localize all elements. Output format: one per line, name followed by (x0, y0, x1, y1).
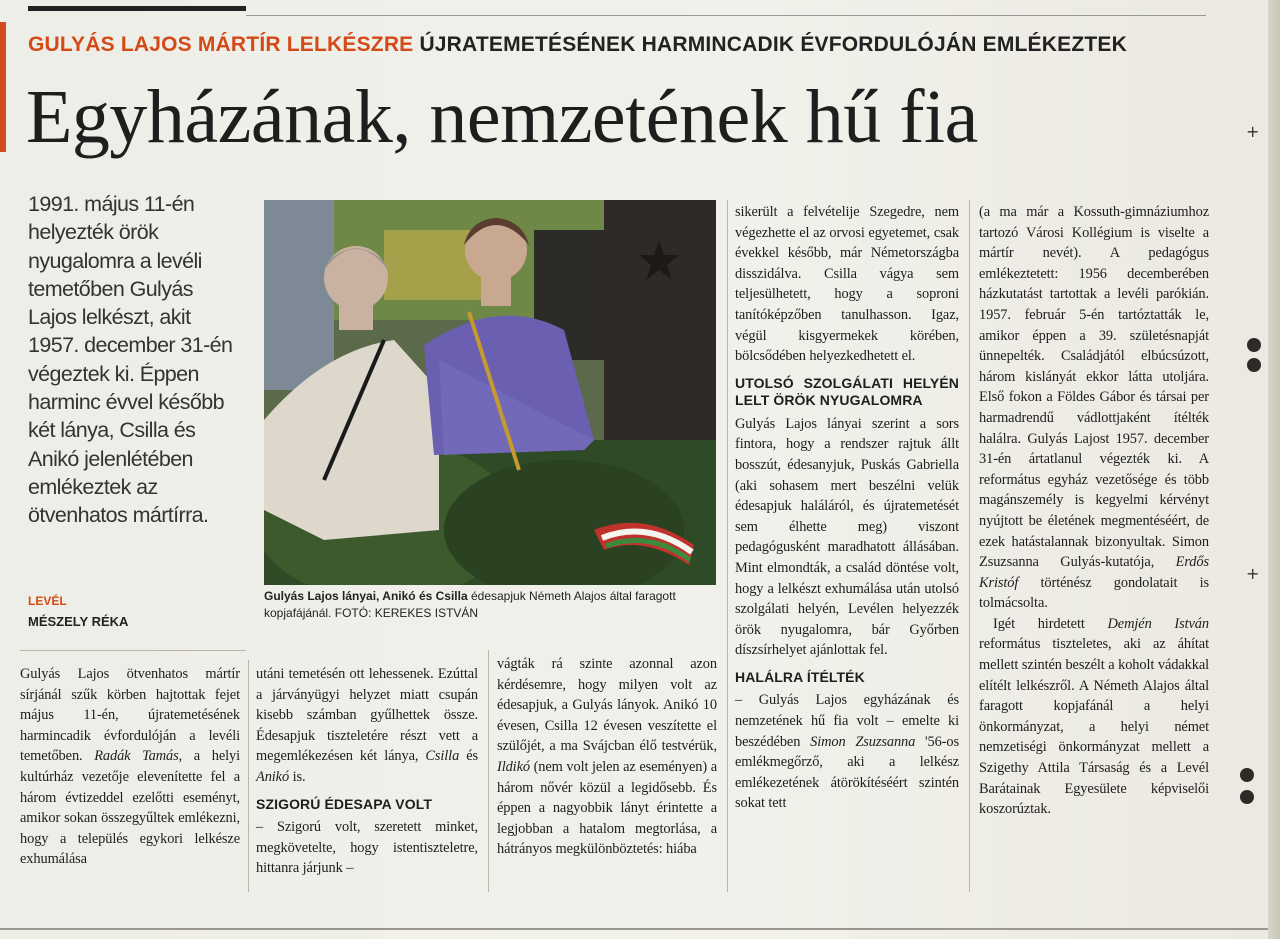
text-run: '56-os emlékmegőrző, aki a lelkész emlékezetének átörökítéséért szintén sokat tett (735, 733, 959, 812)
photo-caption (264, 588, 724, 621)
body-column-4 (735, 202, 959, 814)
page-mark-dot (1240, 768, 1254, 782)
paragraph: sikerült a felvételije Szegedre, nem végezhette el az orvosi egyetemet, csak évekkel később, már Németországba disszidálva. Csilla vágya sem teljesülhetett, hogy a soproni tanítóképzőben tanulhasson. Igaz, végül kisgyermekek körében, bölcsődében helyezkedhetett el. (735, 204, 959, 365)
lead-text: 1991. május 11-én helyezték örök nyugalomra a levéli temetőben Gulyás Lajos lelkészt, akit 1957. december 31-én végeztek ki. Éppen harminc évvel később két lánya, Csilla és Anikó jelenlétében emlékeztek az ötvenhatos mártírra. (28, 192, 233, 528)
person-name: Anikó (256, 768, 290, 785)
article-photo (264, 200, 716, 585)
person-name: Simon Zsuzsanna (810, 733, 916, 750)
kicker-highlight: GULYÁS LAJOS MÁRTÍR LELKÉSZRE (28, 33, 414, 56)
page-mark-dot (1247, 338, 1261, 352)
body-column-5 (979, 202, 1209, 820)
kicker (28, 33, 1127, 57)
paragraph (20, 664, 240, 870)
paragraph (735, 690, 959, 814)
body-column-1 (20, 664, 240, 870)
bottom-rule (0, 928, 1268, 930)
person-name: Erdős Kristóf (979, 554, 1209, 591)
caption-bold: Gulyás Lajos lányai, Anikó és Csilla (264, 589, 468, 603)
lead-paragraph (28, 190, 238, 530)
byline-author: MÉSZELY RÉKA (28, 614, 129, 629)
text-run: – Gulyás Lajos egyházának és nemzetének hű fia volt – emelte ki beszédében (735, 692, 959, 750)
page-mark-dot (1247, 358, 1261, 372)
byline-place: LEVÉL (28, 594, 67, 608)
caption-credit: FOTÓ: KEREKES ISTVÁN (334, 605, 479, 620)
text-run: és (459, 748, 478, 765)
body-column-3 (497, 654, 717, 860)
person-name: Csilla (425, 748, 460, 765)
body-column-2 (256, 664, 478, 879)
column-divider (488, 650, 489, 892)
registration-mark: + (1246, 122, 1260, 141)
text-run: református tiszteletes, aki az áhítat mellett szintén beszélt a koholt vádakkal elítélt lelkészről. A Németh Alajos által faragott kopjafánál a helyi önkormányzat, a helyi német nemzetiségi önkormányzat mellett a Szigethy Attila Társaság és a Levél Barátainak Egyesülete képviselői koszorúztak. (979, 636, 1209, 818)
paragraph: Gulyás Lajos lányai szerint a sors fintora, hogy a rendszer rajtuk állt bosszút, édesanyjuk, Puskás Gabriella (aki sohasem mert beszélni velük édesapjuk haláláról, és újratemetését sem élhette meg) viszont pedagógusként maradhatott állásában. Mint elmondták, a család döntése volt, hogy a lelkészt exhumálása után utolsó szolgálati helyén, Levélen helyezzék örök nyugalomra, bár Győrben díszsírhelyet ajánlottak fel. (735, 415, 959, 659)
person-name: Radák Tamás (94, 748, 179, 765)
text-run: , a helyi kultúrház vezetője elevenítette fel a három évtizeddel ezelőtti eseményt, amikor sokan összegyűltek emlékezni, hogy a település egykori lelkésze exhumálása (20, 748, 240, 868)
accent-bar (0, 22, 6, 152)
column-divider (20, 650, 246, 651)
kicker-rest: ÚJRATEMETÉSÉNEK HARMINCADIK ÉVFORDULÓJÁN EMLÉKEZTEK (419, 33, 1127, 56)
byline (28, 594, 128, 629)
text-run: (a ma már a Kossuth-gimnáziumhoz tartozó Városi Kollégium is viselte a mártír nevét). A pedagógus emlékeztetett: 1956 decemberében házkutatást tartottak a levéli parókián. 1957. február 5-én tartóztatták le, amikor éppen a 39. születésnapját ünnepelték. Családjától elbúcsúzott, három kislányát ekkor látta utoljára. Első fokon a Földes Gábor és társai per harmadrendű vádlottjaként ítélték halálra. Gulyás Lajost 1957. december 31-én ártatlanul végezték ki. A református egyház vezetősége és több magánszemély is kegyelmi kérvényt nyújtott be életének megmentéséért, de ezek hatástalannak bizonyultak. Simon Zsuzsanna Gulyás-kutatója, (979, 204, 1209, 571)
text-run: utáni temetésén ott lehessenek. Ezúttal a járványügyi helyzet miatt csupán kisebb számban gyűlhettek össze. Édesapjuk tiszteletére részt vett a megemlékezésen két lánya, (256, 666, 478, 765)
column-divider (969, 200, 970, 892)
page-edge (1268, 0, 1280, 939)
column-divider (248, 660, 249, 892)
top-rule (28, 6, 246, 11)
text-run: Igét hirdetett (993, 615, 1085, 632)
text-run: vágták rá szinte azonnal azon kérdésemre, hogy milyen volt az édesapjuk, a Gulyás lányok. Anikó 10 évesen, Csilla 12 évesen veszítette el szülőjét, a ma Svájcban élő testvérük, (497, 656, 717, 755)
top-thin-rule (246, 15, 1206, 16)
text-run: történész gondolatait is tolmácsolta. (979, 574, 1209, 612)
subheading: UTOLSÓ SZOLGÁLATI HELYÉN LELT ÖRÖK NYUGALOMRA (735, 374, 959, 409)
subheading: HALÁLRA ÍTÉLTÉK (735, 668, 865, 685)
page-mark-dot (1240, 790, 1254, 804)
paragraph (497, 654, 717, 860)
text-run: (nem volt jelen az eseményen) a három nővér közül a legidősebb. És éppen a nagyobbik lányt érintette a legjobban a hatalom megtorlása, a hátrányos megkülönböztetés: hiába (497, 758, 717, 858)
text-run: Gulyás Lajos ötvenhatos mártír sírjánál szűk körben hajtottak fejet május 11-én, újratemetésének harmincadik évfordulóján a levéli temetőben. (20, 666, 240, 765)
paragraph (979, 614, 1209, 820)
person-name: Demjén István (1107, 615, 1209, 632)
person-name: Ildikó (497, 758, 530, 775)
registration-mark: + (1246, 564, 1260, 583)
paragraph (979, 202, 1209, 614)
paragraph: – Szigorú volt, szeretett minket, megkövetelte, hogy istentiszteletre, hittanra járjunk – (256, 819, 478, 877)
paragraph (256, 664, 478, 788)
column-divider (727, 200, 728, 892)
headline: Egyházának, nemzetének hű fia (26, 75, 978, 159)
caption-text: édesapjuk Németh Alajos által faragott kopjafájánál. (264, 589, 676, 620)
text-run: is. (289, 768, 306, 785)
subheading: SZIGORÚ ÉDESAPA VOLT (256, 795, 432, 812)
